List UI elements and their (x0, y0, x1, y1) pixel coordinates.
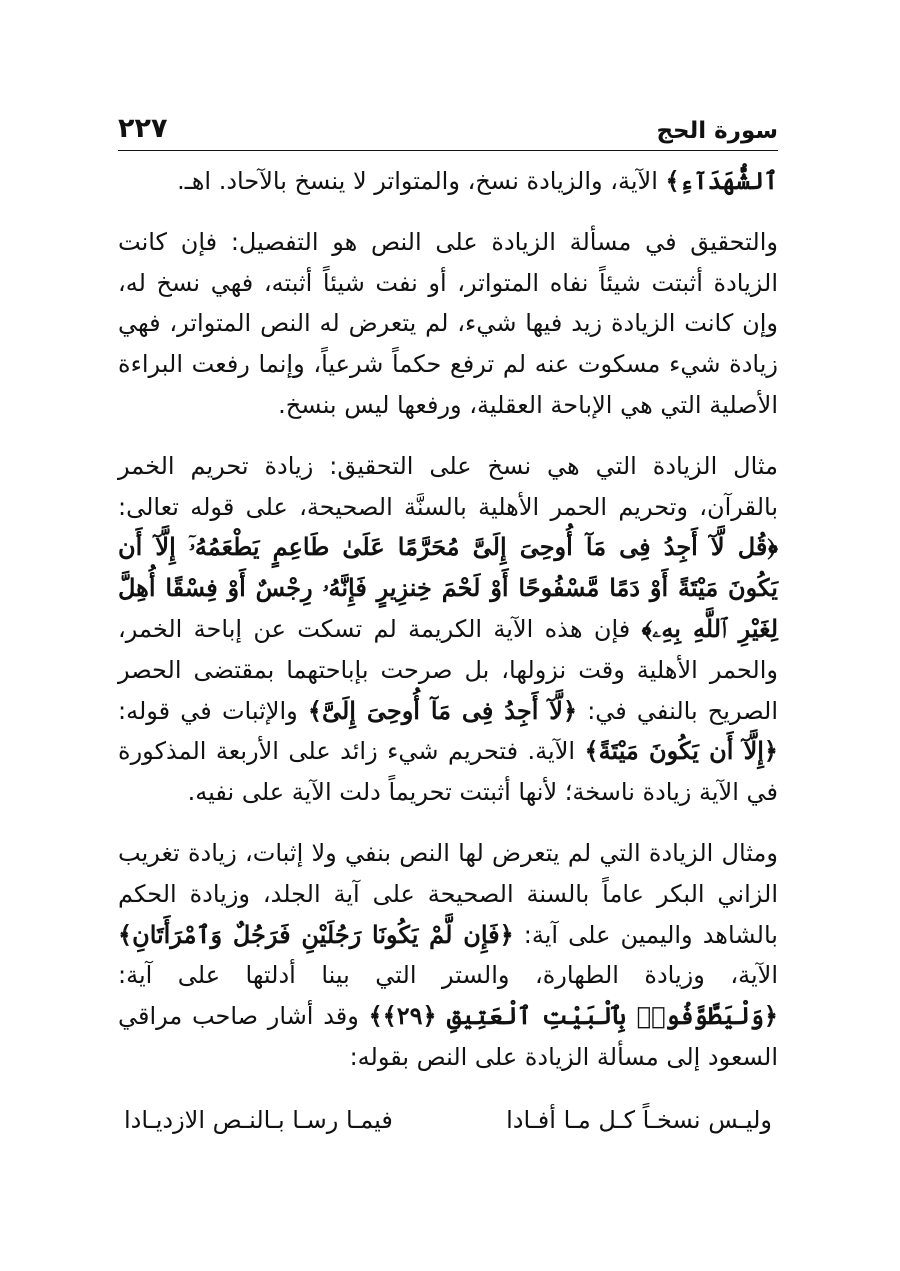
paragraph-1 (118, 161, 778, 202)
quran-verse: ٱلشُّهَدَآءِ﴾ (665, 166, 778, 195)
quran-verse: ﴿لَّآ أَجِدُ فِى مَآ أُوحِىَ إِلَىَّ﴾ (307, 695, 578, 725)
paragraph-text: ومثال الزيادة التي لم يتعرض لها النص بنفي ولا إثبات، زيادة تغريب الزاني البكر عاماً بالسنة الصحيحة على آية الجلد، وزيادة الحكم بالشاهد واليمين على آية: (118, 838, 778, 949)
page-header (118, 104, 778, 151)
paragraph-3 (118, 446, 778, 813)
paragraph-text: الآية، والزيادة نسخ، والمتواتر لا ينسخ بالآحاد. اهـ. (177, 167, 666, 195)
paragraph-2: والتحقيق في مسألة الزيادة على النص هو التفصيل: فإن كانت الزيادة أثبتت شيئاً نفاه المتواتر، أو نفت شيئاً أثبته، فهي نسخ له، وإن كانت الزيادة زيد فيها شيء، لم يتعرض له النص المتواتر، فهي زيادة شيء مسكوت عنه لم ترفع حكماً شرعياً، وإنما رفعت البراءة الأصلية التي هي الإباحة العقلية، ورفعها ليس بنسخ. (118, 227, 778, 419)
quran-verse: ﴿وَلْيَطَّوَّفُوا۟ بِٱلْبَيْتِ ٱلْعَتِيقِ ﴿٢٩﴾﴾ (368, 1001, 778, 1031)
paragraph-text: والإثبات في قوله: (118, 696, 308, 725)
paragraph-text: مثال الزيادة التي هي نسخ على التحقيق: زيادة تحريم الخمر بالقرآن، وتحريم الحمر الأهلية بالسنَّة الصحيحة، على قوله تعالى: (118, 451, 778, 521)
poem-second-hemistich: فيمـا رسـا بـالنـص الازديـادا (124, 1105, 393, 1134)
book-page (118, 104, 778, 1140)
paragraph-text: الآية. فتحريم شيء زائد على الأربعة المذكورة في الآية زيادة ناسخة؛ لأنها أثبتت تحريماً دلت الآية على نفيه. (118, 737, 778, 807)
quran-verse: ﴿فَإِن لَّمْ يَكُونَا رَجُلَيْنِ فَرَجُلٌ وَٱمْرَأَتَانِ﴾ (118, 919, 514, 949)
quran-verse: ﴿قُل لَّآ أَجِدُ فِى مَآ أُوحِىَ إِلَىَّ مُحَرَّمًا عَلَىٰ طَاعِمٍ يَطْعَمُهُۥٓ إِلَّآ أَن يَكُونَ مَيْتَةً أَوْ دَمًا مَّسْفُوحًا أَوْ لَحْمَ خِنزِيرٍ فَإِنَّهُۥ رِجْسٌ أَوْ فِسْقًا أُهِلَّ لِغَيْرِ ٱللَّهِ بِهِۦ﴾ (118, 532, 779, 643)
quran-verse: ﴿إِلَّآ أَن يَكُونَ مَيْتَةً﴾ (584, 736, 778, 766)
paragraph-4 (118, 833, 778, 1078)
surah-title: سورة الحج (656, 118, 778, 144)
paragraph-text: فإن هذه الآية الكريمة لم تسكت عن إباحة الخمر، والحمر الأهلية وقت نزولها، بل صرحت بإباحتهما بمقتضى الحصر الصريح بالنفي في: (118, 614, 778, 725)
paragraph-text: الآية، وزيادة الطهارة، والستر التي بينا أدلتها على آية: (118, 961, 778, 990)
poem-verse (118, 1100, 778, 1140)
poem-first-hemistich: وليـس نسخـاً كـل مـا أفـادا (506, 1105, 772, 1134)
paragraph-text: وقد أشار صاحب مراقي السعود إلى مسألة الزيادة على النص بقوله: (118, 1002, 778, 1071)
page-number: ٢٢٧ (118, 113, 168, 144)
